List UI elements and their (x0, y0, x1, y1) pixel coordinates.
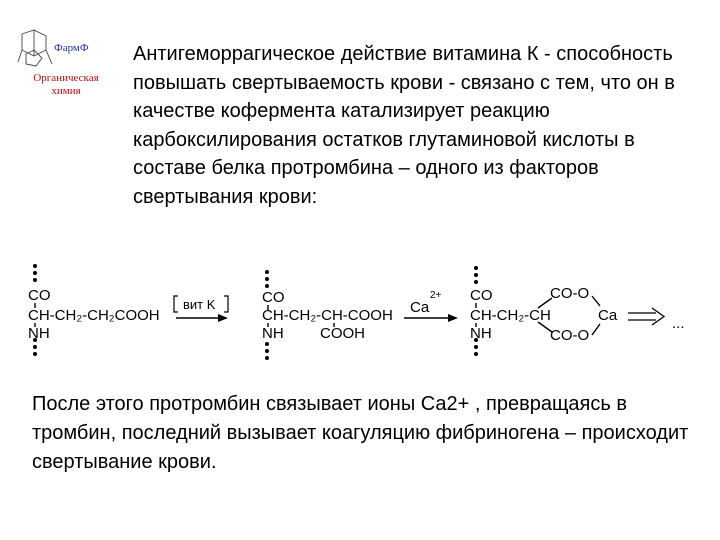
arrow1-label: вит K (183, 297, 216, 312)
bottom-paragraph: После этого протромбин связывает ионы Са2+ , превращаясь в тромбин, последний вызывает коагуляцию фибриногена – происходит свертывание крови. (32, 393, 689, 473)
logo-subtitle-line2: химия (51, 85, 81, 97)
m3-coo-top: CO-O (550, 285, 590, 302)
m3-ca: Ca (598, 307, 618, 324)
m1-chain: CH-CH₂-CH₂COOH (28, 307, 160, 324)
m3-co: CO (470, 287, 493, 304)
m3-nh: NH (470, 325, 492, 342)
double-arrow (628, 308, 664, 325)
arrow2-charge: 2+ (430, 290, 442, 301)
logo-name: ФармФ (54, 42, 89, 54)
ellipsis: ... (672, 315, 685, 332)
molecule-gamma-carboxyglutamyl (262, 270, 393, 360)
logo-subtitle (16, 72, 116, 98)
logo (16, 28, 126, 108)
m2-cooh: COOH (320, 325, 365, 342)
m1-nh: NH (28, 325, 50, 342)
reaction-scheme (0, 258, 720, 368)
arrow-vitamin-k (174, 296, 228, 322)
m2-chain: CH-CH₂-CH-COOH (262, 307, 393, 324)
arrow2-label: Ca (410, 299, 430, 316)
m1-co: CO (28, 287, 51, 304)
molecule-logo-icon (16, 28, 56, 70)
m3-chain: CH-CH₂-CH (470, 307, 551, 324)
m2-co: CO (262, 289, 285, 306)
m2-nh: NH (262, 325, 284, 342)
m3-coo-bottom: CO-O (550, 327, 590, 344)
arrow-calcium (404, 290, 458, 322)
logo-subtitle-line1: Органическая (33, 72, 99, 84)
main-paragraph: Антигеморрагическое действие витамина К - способность повышать свертываемость крови - связано с тем, что он в качестве кофермента катализирует реакцию карбоксилирования остатков глутаминовой кислоты в составе белка протромбина – одного из факторов свертывания крови: (133, 43, 675, 208)
molecule-glutamyl (28, 264, 160, 356)
molecule-calcium-complex (470, 266, 618, 356)
